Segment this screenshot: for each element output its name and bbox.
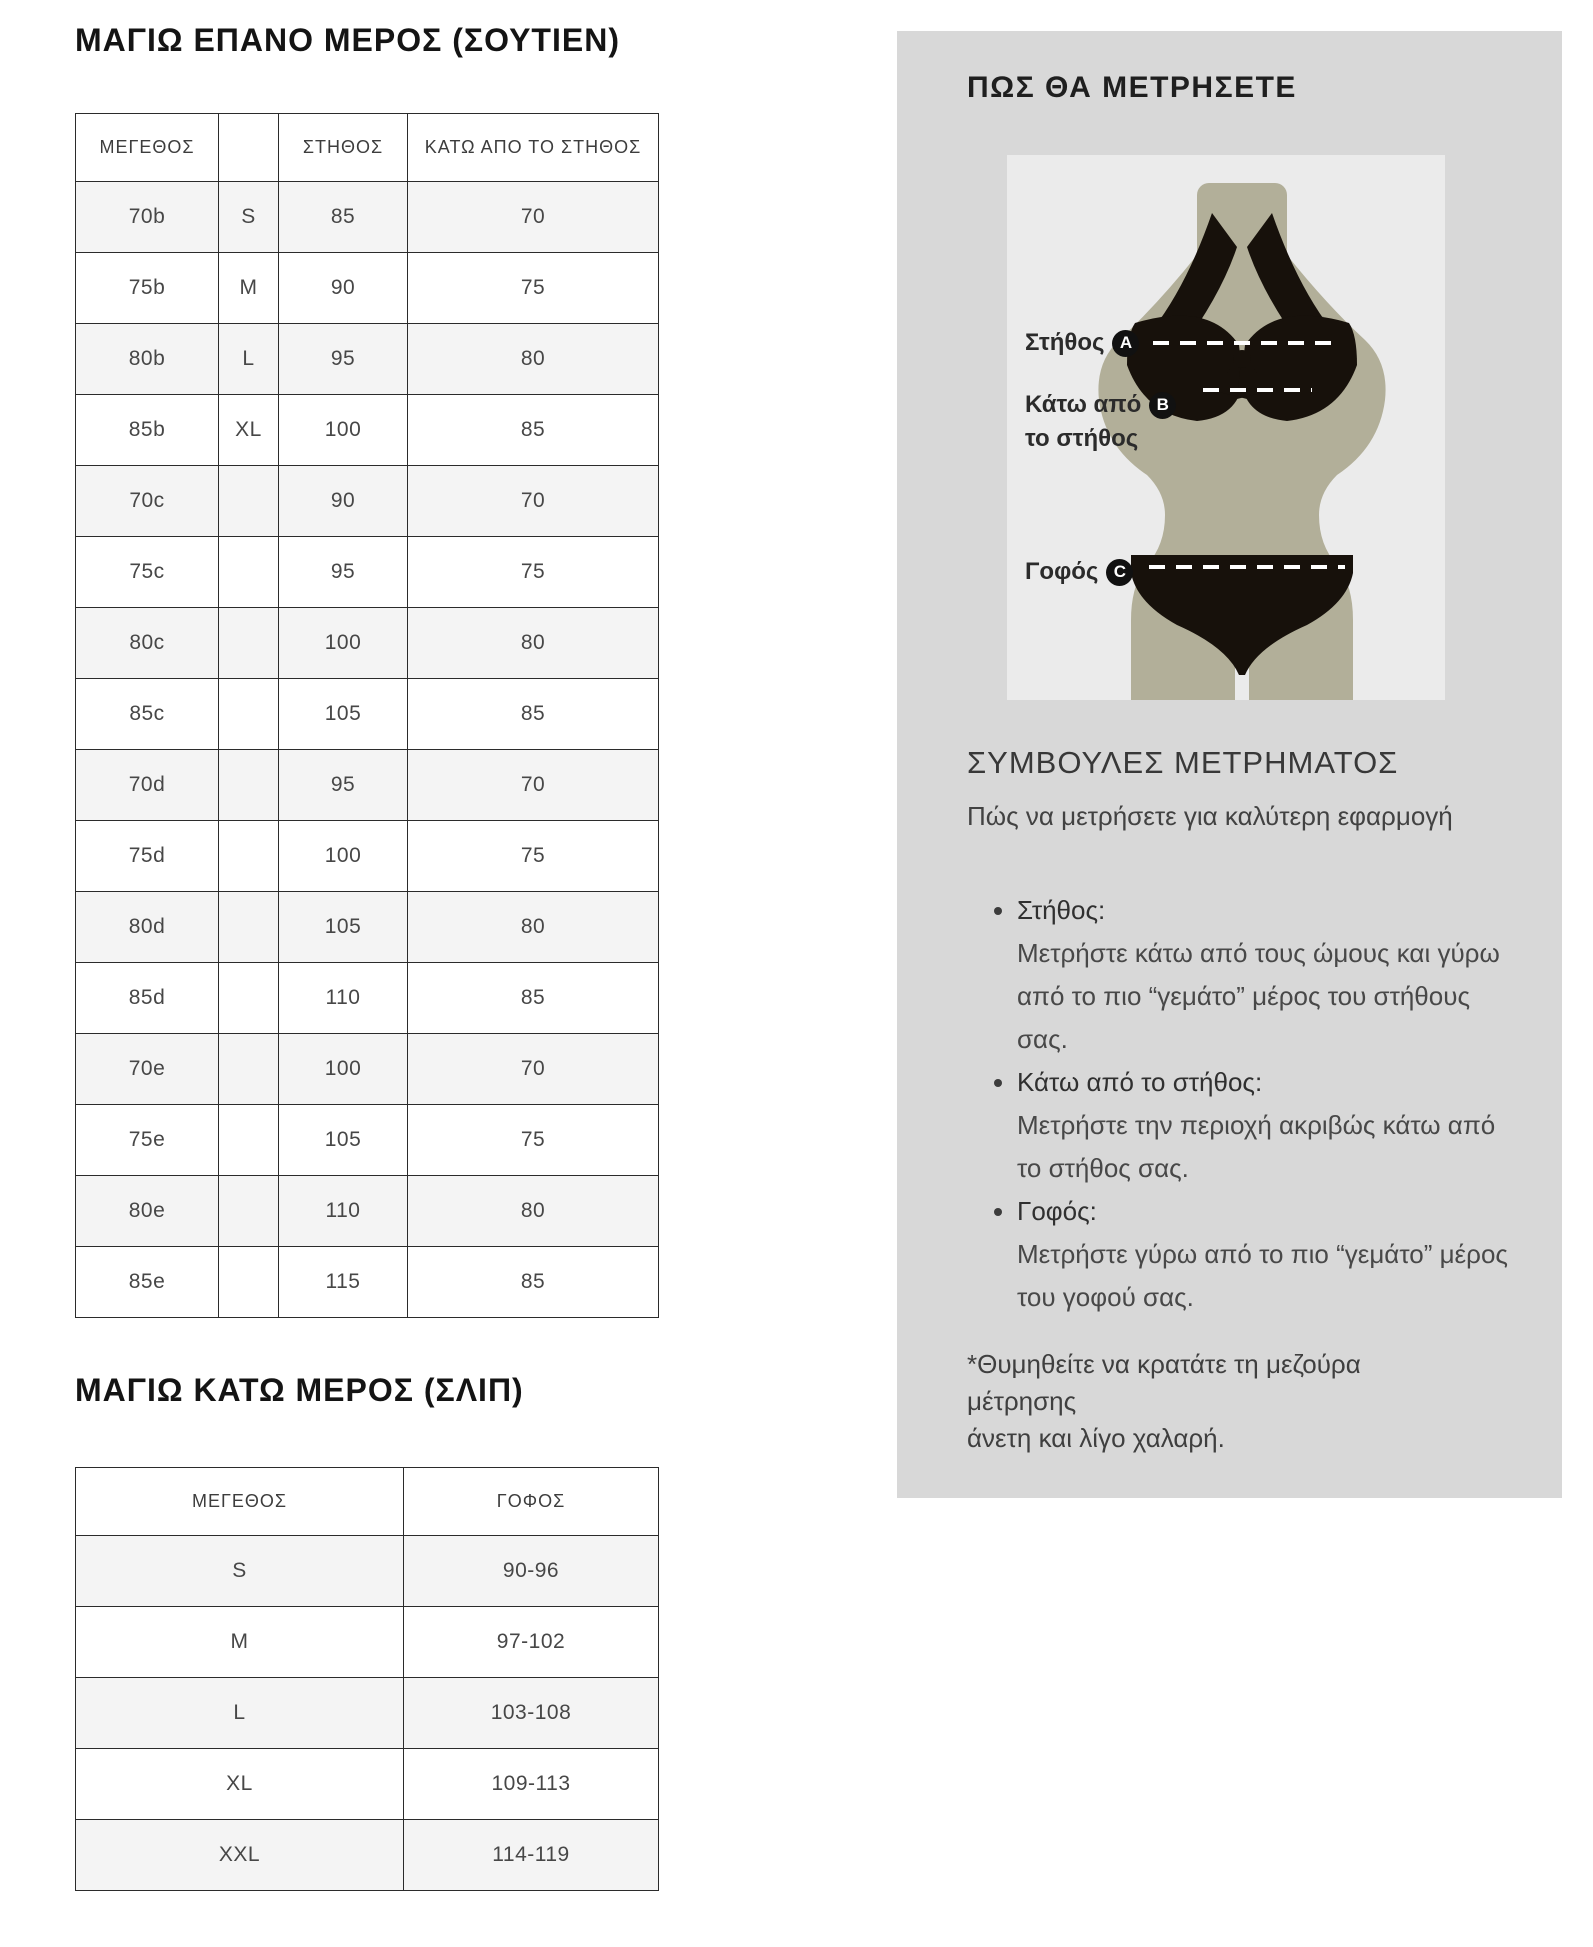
table-cell: 70 [408,466,659,537]
table-cell [219,1105,279,1176]
figure-label-underchest-text: Κάτω από [1025,391,1142,418]
table-cell: 85c [76,679,219,750]
badge-b: B [1149,392,1176,419]
table-row [76,1034,659,1105]
table-row [76,1749,659,1820]
measurement-figure [1007,155,1445,700]
bra-size-table [75,113,659,1318]
table-row [76,253,659,324]
slip-section-title: ΜΑΓΙΩ ΚΑΤΩ ΜΕΡΟΣ (ΣΛΙΠ) [75,1372,524,1408]
table-cell: 85d [76,963,219,1034]
badge-a: A [1112,330,1139,357]
table-cell: 109-113 [404,1749,659,1820]
table-cell: 75 [408,821,659,892]
footnote-line: μέτρησης [967,1386,1077,1416]
column-header-underchest: ΚΑΤΩ ΑΠΟ ΤΟ ΣΤΗΘΟΣ [408,114,659,182]
table-cell: 85 [408,963,659,1034]
table-row [76,324,659,395]
figure-label-underchest-text2: το στήθος [1025,425,1139,452]
table-cell: S [76,1536,404,1607]
table-cell: 100 [279,1034,408,1105]
table-cell: 97-102 [404,1607,659,1678]
table-cell: 70b [76,182,219,253]
table-cell: 70 [408,750,659,821]
tip-item-chest [1017,889,1517,1061]
bra-table-header [76,114,659,182]
table-row [76,963,659,1034]
table-cell [219,537,279,608]
table-row [76,608,659,679]
table-cell: 90-96 [404,1536,659,1607]
table-cell: 75 [408,537,659,608]
tip-item-hip [1017,1190,1517,1319]
figure-label-underchest [1025,388,1176,456]
table-cell: 85 [408,395,659,466]
table-row [76,1176,659,1247]
guide-title: ΠΩΣ ΘΑ ΜΕΤΡΗΣΕΤΕ [967,71,1297,104]
table-cell: XL [219,395,279,466]
table-cell [219,1176,279,1247]
table-cell: 80 [408,892,659,963]
tips-title: ΣΥΜΒΟΥΛΕΣ ΜΕΤΡΗΜΑΤΟΣ [967,745,1399,780]
table-cell: 75d [76,821,219,892]
table-cell: 114-119 [404,1820,659,1891]
table-cell: 85 [408,1247,659,1318]
table-cell: 75b [76,253,219,324]
tips-subtitle: Πώς να μετρήσετε για καλύτερη εφαρμογή [967,801,1453,831]
table-cell: 90 [279,466,408,537]
table-cell: 110 [279,963,408,1034]
tip-desc: Μετρήστε γύρω από το πιο “γεμάτο” μέρος του γοφού σας. [1017,1239,1508,1312]
tip-term: • Κάτω από το στήθος: [1017,1067,1263,1097]
table-row [76,750,659,821]
table-row [76,1536,659,1607]
slip-table-header [76,1468,659,1536]
table-cell: 80b [76,324,219,395]
table-cell: 85e [76,1247,219,1318]
table-cell: 80 [408,324,659,395]
table-cell: 80e [76,1176,219,1247]
table-cell: 100 [279,821,408,892]
table-row [76,1678,659,1749]
table-cell: 80d [76,892,219,963]
table-cell: 70 [408,1034,659,1105]
table-cell: 103-108 [404,1678,659,1749]
table-cell [219,1247,279,1318]
measuring-footnote [967,1346,1361,1457]
table-cell: L [219,324,279,395]
table-header-row [76,114,659,182]
footnote-line: άνετη και λίγο χαλαρή. [967,1423,1225,1453]
table-cell: 80c [76,608,219,679]
table-row [76,821,659,892]
table-row [76,1247,659,1318]
table-cell: 85b [76,395,219,466]
figure-label-hip-text: Γοφός [1025,558,1099,585]
table-row [76,395,659,466]
table-cell [219,608,279,679]
table-cell: 95 [279,324,408,395]
badge-c: C [1106,559,1133,586]
table-cell [219,1034,279,1105]
table-cell: 110 [279,1176,408,1247]
table-cell: 105 [279,679,408,750]
table-row [76,679,659,750]
tip-term: • Στήθος: [1017,895,1106,925]
table-cell: 90 [279,253,408,324]
table-cell: 75e [76,1105,219,1176]
table-cell: 115 [279,1247,408,1318]
table-row [76,537,659,608]
table-cell: 75 [408,253,659,324]
table-cell: S [219,182,279,253]
tip-desc: Μετρήστε κάτω από τους ώμους και γύρω από το πιο “γεμάτο” μέρος του στήθους σας. [1017,938,1500,1054]
table-cell: 85 [279,182,408,253]
table-row [76,466,659,537]
table-cell: M [76,1607,404,1678]
table-row [76,892,659,963]
column-header-blank [219,114,279,182]
figure-label-hip [1025,555,1133,589]
table-cell: 85 [408,679,659,750]
table-cell: 75 [408,1105,659,1176]
tip-item-underchest [1017,1061,1517,1190]
table-cell: 70c [76,466,219,537]
table-cell: 80 [408,608,659,679]
table-cell: 75c [76,537,219,608]
measuring-guide-panel [897,31,1562,1498]
bra-table-body [76,182,659,1318]
tips-list [967,889,1550,1319]
column-header-chest: ΣΤΗΘΟΣ [279,114,408,182]
table-cell: 80 [408,1176,659,1247]
bikini-knot-center [1233,350,1251,368]
tip-term: • Γοφός: [1017,1196,1097,1226]
table-cell: XXL [76,1820,404,1891]
column-header-size: ΜΕΓΕΘΟΣ [76,1468,404,1536]
figure-label-chest-text: Στήθος [1025,329,1105,356]
table-row [76,1105,659,1176]
table-cell: 95 [279,537,408,608]
bra-section-title: ΜΑΓΙΩ ΕΠΑΝΟ ΜΕΡΟΣ (ΣΟΥΤΙΕΝ) [75,22,620,58]
tip-desc: Μετρήστε την περιοχή ακριβώς κάτω από το στήθος σας. [1017,1110,1496,1183]
slip-size-table [75,1467,659,1891]
slip-table-body [76,1536,659,1891]
table-cell [219,963,279,1034]
table-cell: 70d [76,750,219,821]
table-cell [219,892,279,963]
column-header-hip: ΓΟΦΟΣ [404,1468,659,1536]
table-header-row [76,1468,659,1536]
figure-label-chest [1025,326,1139,360]
table-cell: 70 [408,182,659,253]
table-cell: M [219,253,279,324]
table-cell: 105 [279,892,408,963]
table-cell: 100 [279,608,408,679]
table-cell [219,679,279,750]
table-cell: 70e [76,1034,219,1105]
column-header-size: ΜΕΓΕΘΟΣ [76,114,219,182]
table-cell: L [76,1678,404,1749]
table-cell: XL [76,1749,404,1820]
table-cell [219,821,279,892]
table-row [76,1820,659,1891]
table-cell [219,466,279,537]
table-cell: 95 [279,750,408,821]
footnote-line: *Θυμηθείτε να κρατάτε τη μεζούρα [967,1349,1361,1379]
table-row [76,182,659,253]
table-cell: 105 [279,1105,408,1176]
table-row [76,1607,659,1678]
table-cell [219,750,279,821]
table-cell: 100 [279,395,408,466]
